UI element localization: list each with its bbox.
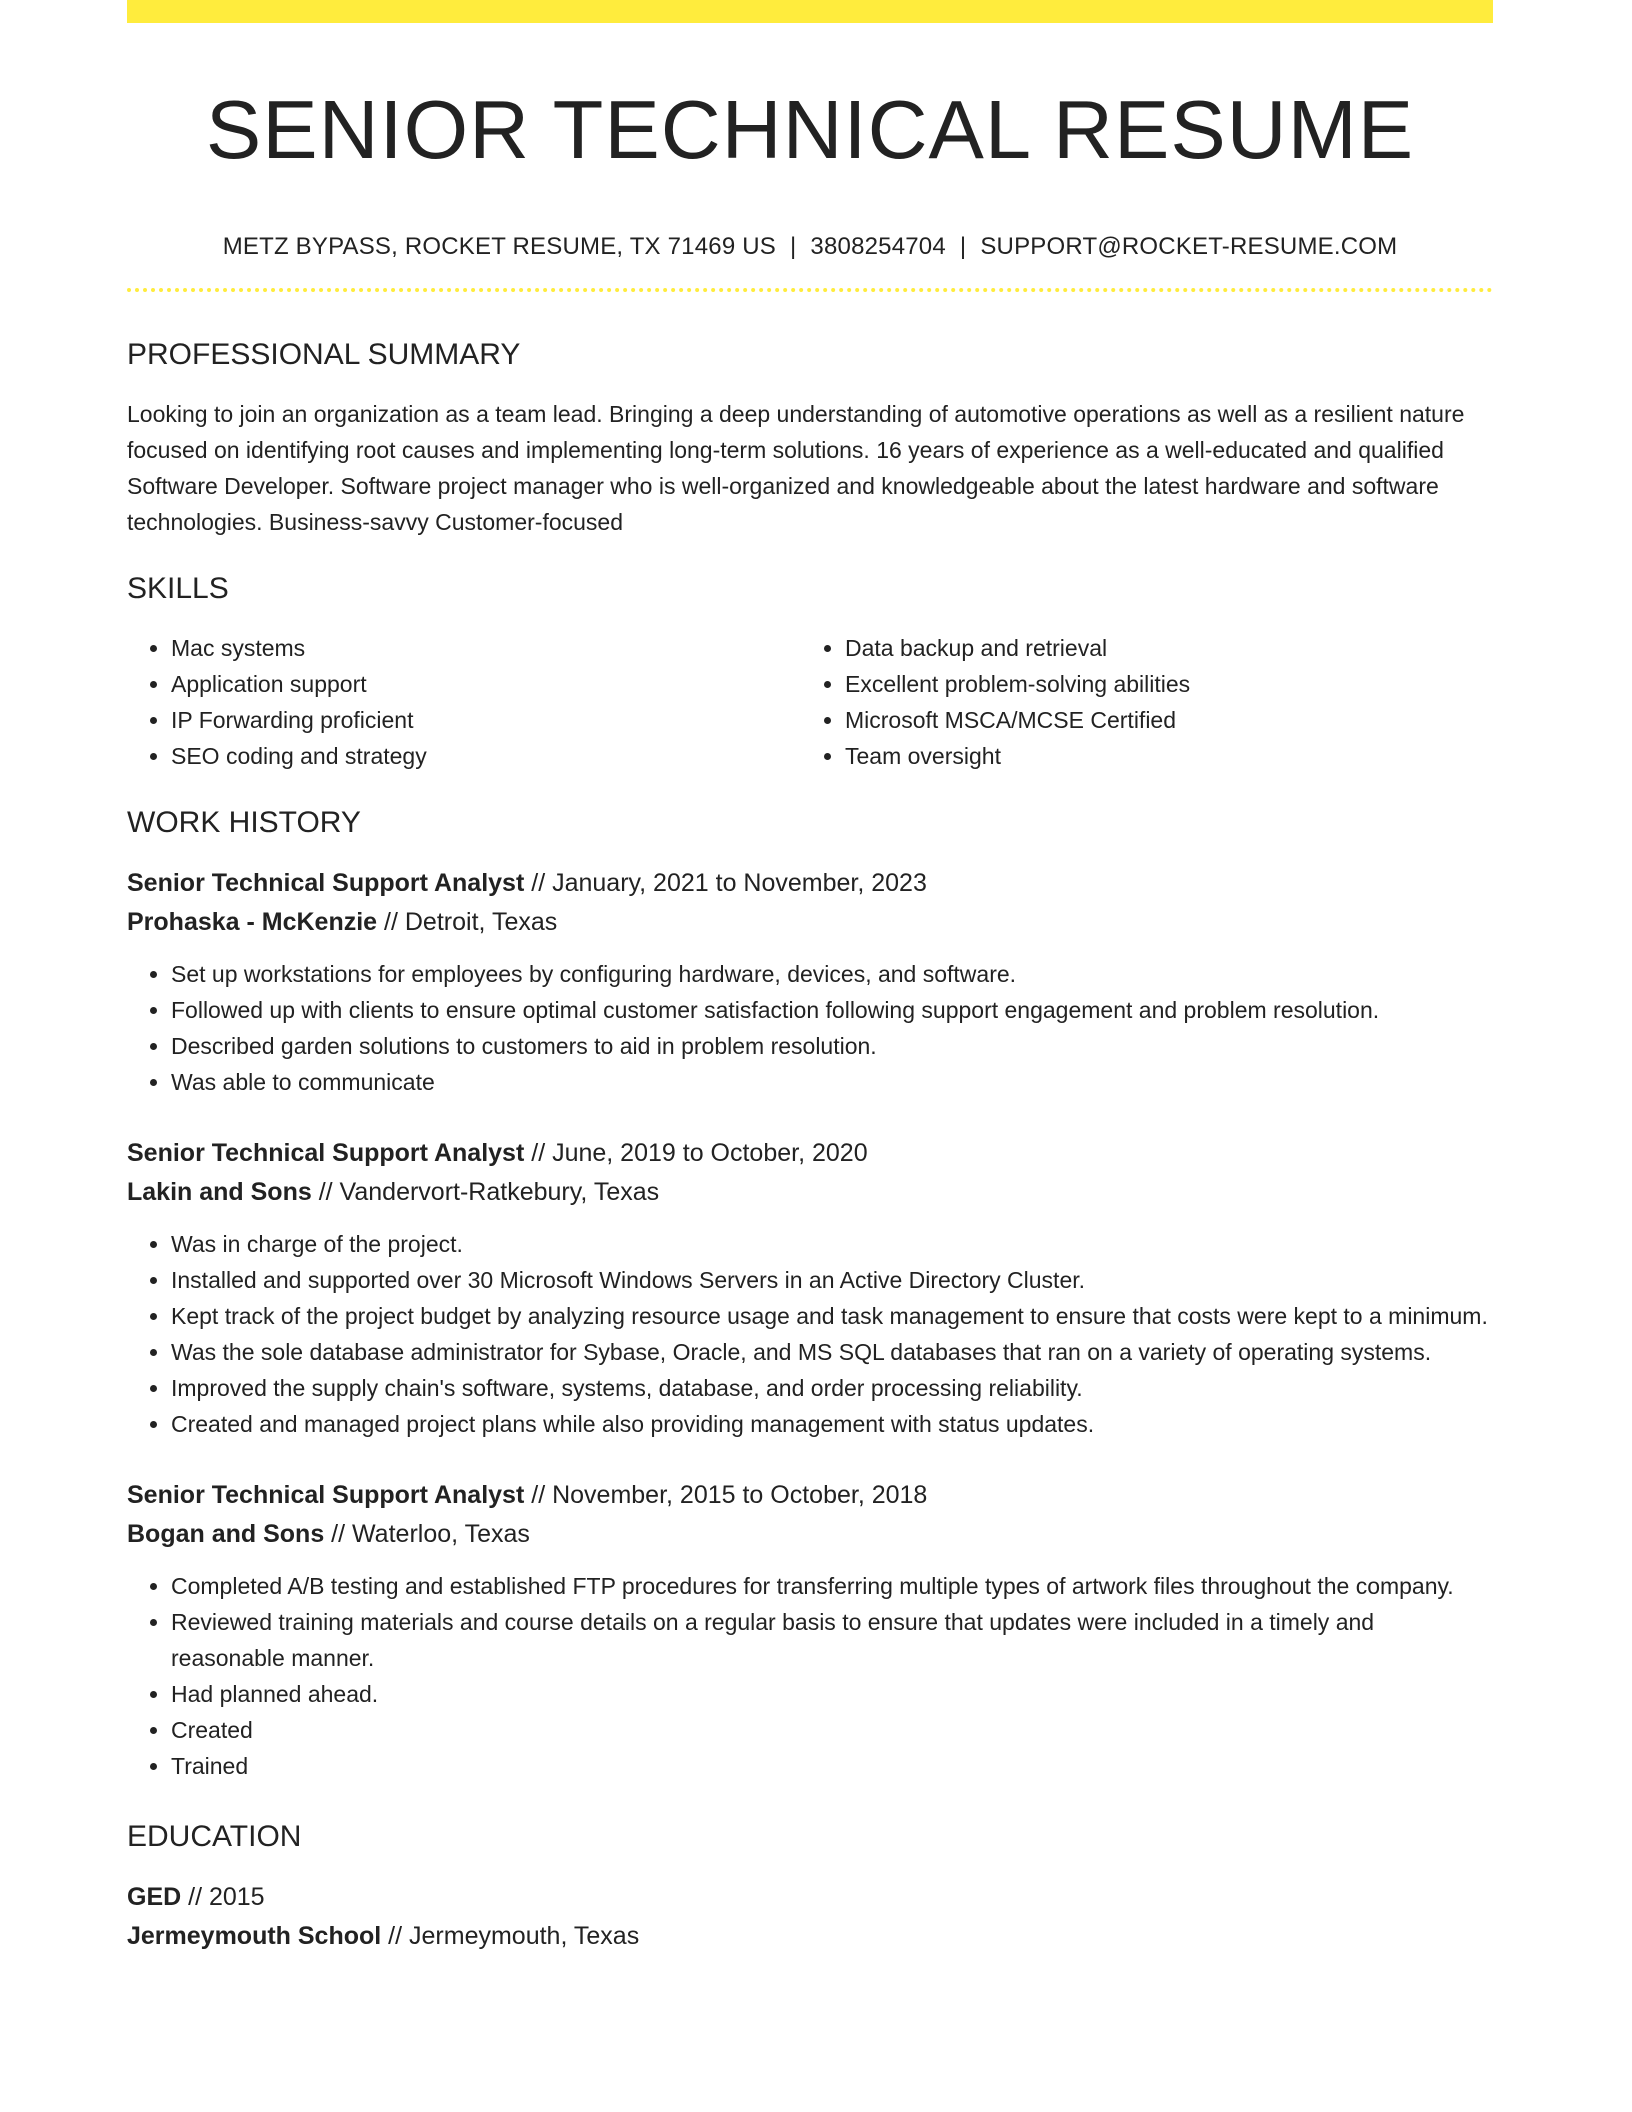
education-degree: GED	[127, 1883, 182, 1911]
resume-title: SENIOR TECHNICAL RESUME	[205, 83, 1415, 176]
job-bullet: • Described garden solutions to customers to aid in problem resolution.	[171, 1028, 1493, 1064]
dotted-divider	[127, 288, 1493, 292]
contact-email: SUPPORT@ROCKET-RESUME.COM	[980, 233, 1398, 260]
skill-item: • Mac systems	[171, 630, 801, 666]
job-role: Senior Technical Support Analyst	[127, 1139, 525, 1167]
section-title-work-history: WORK HISTORY	[127, 806, 361, 839]
skill-item: • Team oversight	[845, 738, 1475, 774]
skill-item: • Excellent problem-solving abilities	[845, 666, 1475, 702]
section-title-summary: PROFESSIONAL SUMMARY	[127, 338, 521, 371]
skill-item: • Application support	[171, 666, 801, 702]
job-bullet: • Kept track of the project budget by analyzing resource usage and task management to ensure that costs were kept to a minimum.	[171, 1298, 1493, 1334]
job-entry	[127, 1476, 1493, 1784]
job-company: Lakin and Sons	[127, 1178, 312, 1206]
contact-separator: |	[789, 233, 797, 260]
education-entry	[127, 1878, 1493, 1956]
job-company-line	[127, 1515, 1493, 1554]
skills-list-right	[801, 630, 1475, 774]
job-entry	[127, 864, 1493, 1100]
job-role: Senior Technical Support Analyst	[127, 1481, 525, 1509]
contact-separator: |	[959, 233, 967, 260]
job-role-line	[127, 1134, 1493, 1173]
job-dates: // November, 2015 to October, 2018	[524, 1481, 928, 1509]
skill-item: • SEO coding and strategy	[171, 738, 801, 774]
job-bullets	[127, 1226, 1493, 1442]
contact-phone: 3808254704	[810, 233, 946, 260]
job-bullets	[127, 956, 1493, 1100]
skills-list-left	[127, 630, 801, 774]
job-bullet: • Trained	[171, 1748, 1493, 1784]
education-school-line	[127, 1917, 1493, 1956]
job-bullet: • Set up workstations for employees by configuring hardware, devices, and software.	[171, 956, 1493, 992]
section-title-skills: SKILLS	[127, 572, 229, 605]
job-bullet: • Was the sole database administrator for Sybase, Oracle, and MS SQL databases that ran on a variety of operating systems.	[171, 1334, 1493, 1370]
job-location: // Detroit, Texas	[377, 908, 558, 936]
skill-item: • Data backup and retrieval	[845, 630, 1475, 666]
job-company: Bogan and Sons	[127, 1520, 325, 1548]
job-role: Senior Technical Support Analyst	[127, 869, 525, 897]
skills-columns	[127, 630, 1493, 774]
contact-line	[127, 232, 1493, 262]
resume-content	[127, 0, 1493, 1956]
job-bullet: • Improved the supply chain's software, systems, database, and order processing reliability.	[171, 1370, 1493, 1406]
job-bullet: • Reviewed training materials and course details on a regular basis to ensure that updates were included in a timely and reasonable manner.	[171, 1604, 1493, 1676]
education-degree-line	[127, 1878, 1493, 1917]
skill-item: • IP Forwarding proficient	[171, 702, 801, 738]
section-title-education: EDUCATION	[127, 1820, 302, 1853]
job-bullet: • Created	[171, 1712, 1493, 1748]
contact-address: METZ BYPASS, ROCKET RESUME, TX 71469 US	[222, 233, 776, 260]
job-role-line	[127, 1476, 1493, 1515]
skill-item: • Microsoft MSCA/MCSE Certified	[845, 702, 1475, 738]
job-dates: // June, 2019 to October, 2020	[524, 1139, 868, 1167]
job-bullet: • Completed A/B testing and established FTP procedures for transferring multiple types of artwork files throughout the company.	[171, 1568, 1493, 1604]
job-role-line	[127, 864, 1493, 903]
job-location: // Vandervort-Ratkebury, Texas	[311, 1178, 660, 1206]
job-bullet: • Was able to communicate	[171, 1064, 1493, 1100]
summary-text: Looking to join an organization as a team lead. Bringing a deep understanding of automotive operations as well as a resilient nature focused on identifying root causes and implementing long-term solutions. 16 years of experience as a well-educated and qualified Software Developer. Software project manager who is well-organized and knowledgeable about the latest hardware and software technologies. Business-savvy Customer-focused	[127, 401, 1465, 535]
job-bullets	[127, 1568, 1493, 1784]
job-company-line	[127, 903, 1493, 942]
job-dates: // January, 2021 to November, 2023	[524, 869, 927, 897]
job-company: Prohaska - McKenzie	[127, 908, 378, 936]
education-school: Jermeymouth School	[127, 1922, 382, 1950]
job-bullet: • Installed and supported over 30 Microsoft Windows Servers in an Active Directory Cluster.	[171, 1262, 1493, 1298]
job-company-line	[127, 1173, 1493, 1212]
job-location: // Waterloo, Texas	[324, 1520, 530, 1548]
job-bullet: • Created and managed project plans while also providing management with status updates.	[171, 1406, 1493, 1442]
education-year: // 2015	[181, 1883, 265, 1911]
job-bullet: • Had planned ahead.	[171, 1676, 1493, 1712]
job-bullet: • Followed up with clients to ensure optimal customer satisfaction following support engagement and problem resolution.	[171, 992, 1493, 1028]
job-bullet: • Was in charge of the project.	[171, 1226, 1493, 1262]
education-location: // Jermeymouth, Texas	[381, 1922, 640, 1950]
job-entry	[127, 1134, 1493, 1442]
